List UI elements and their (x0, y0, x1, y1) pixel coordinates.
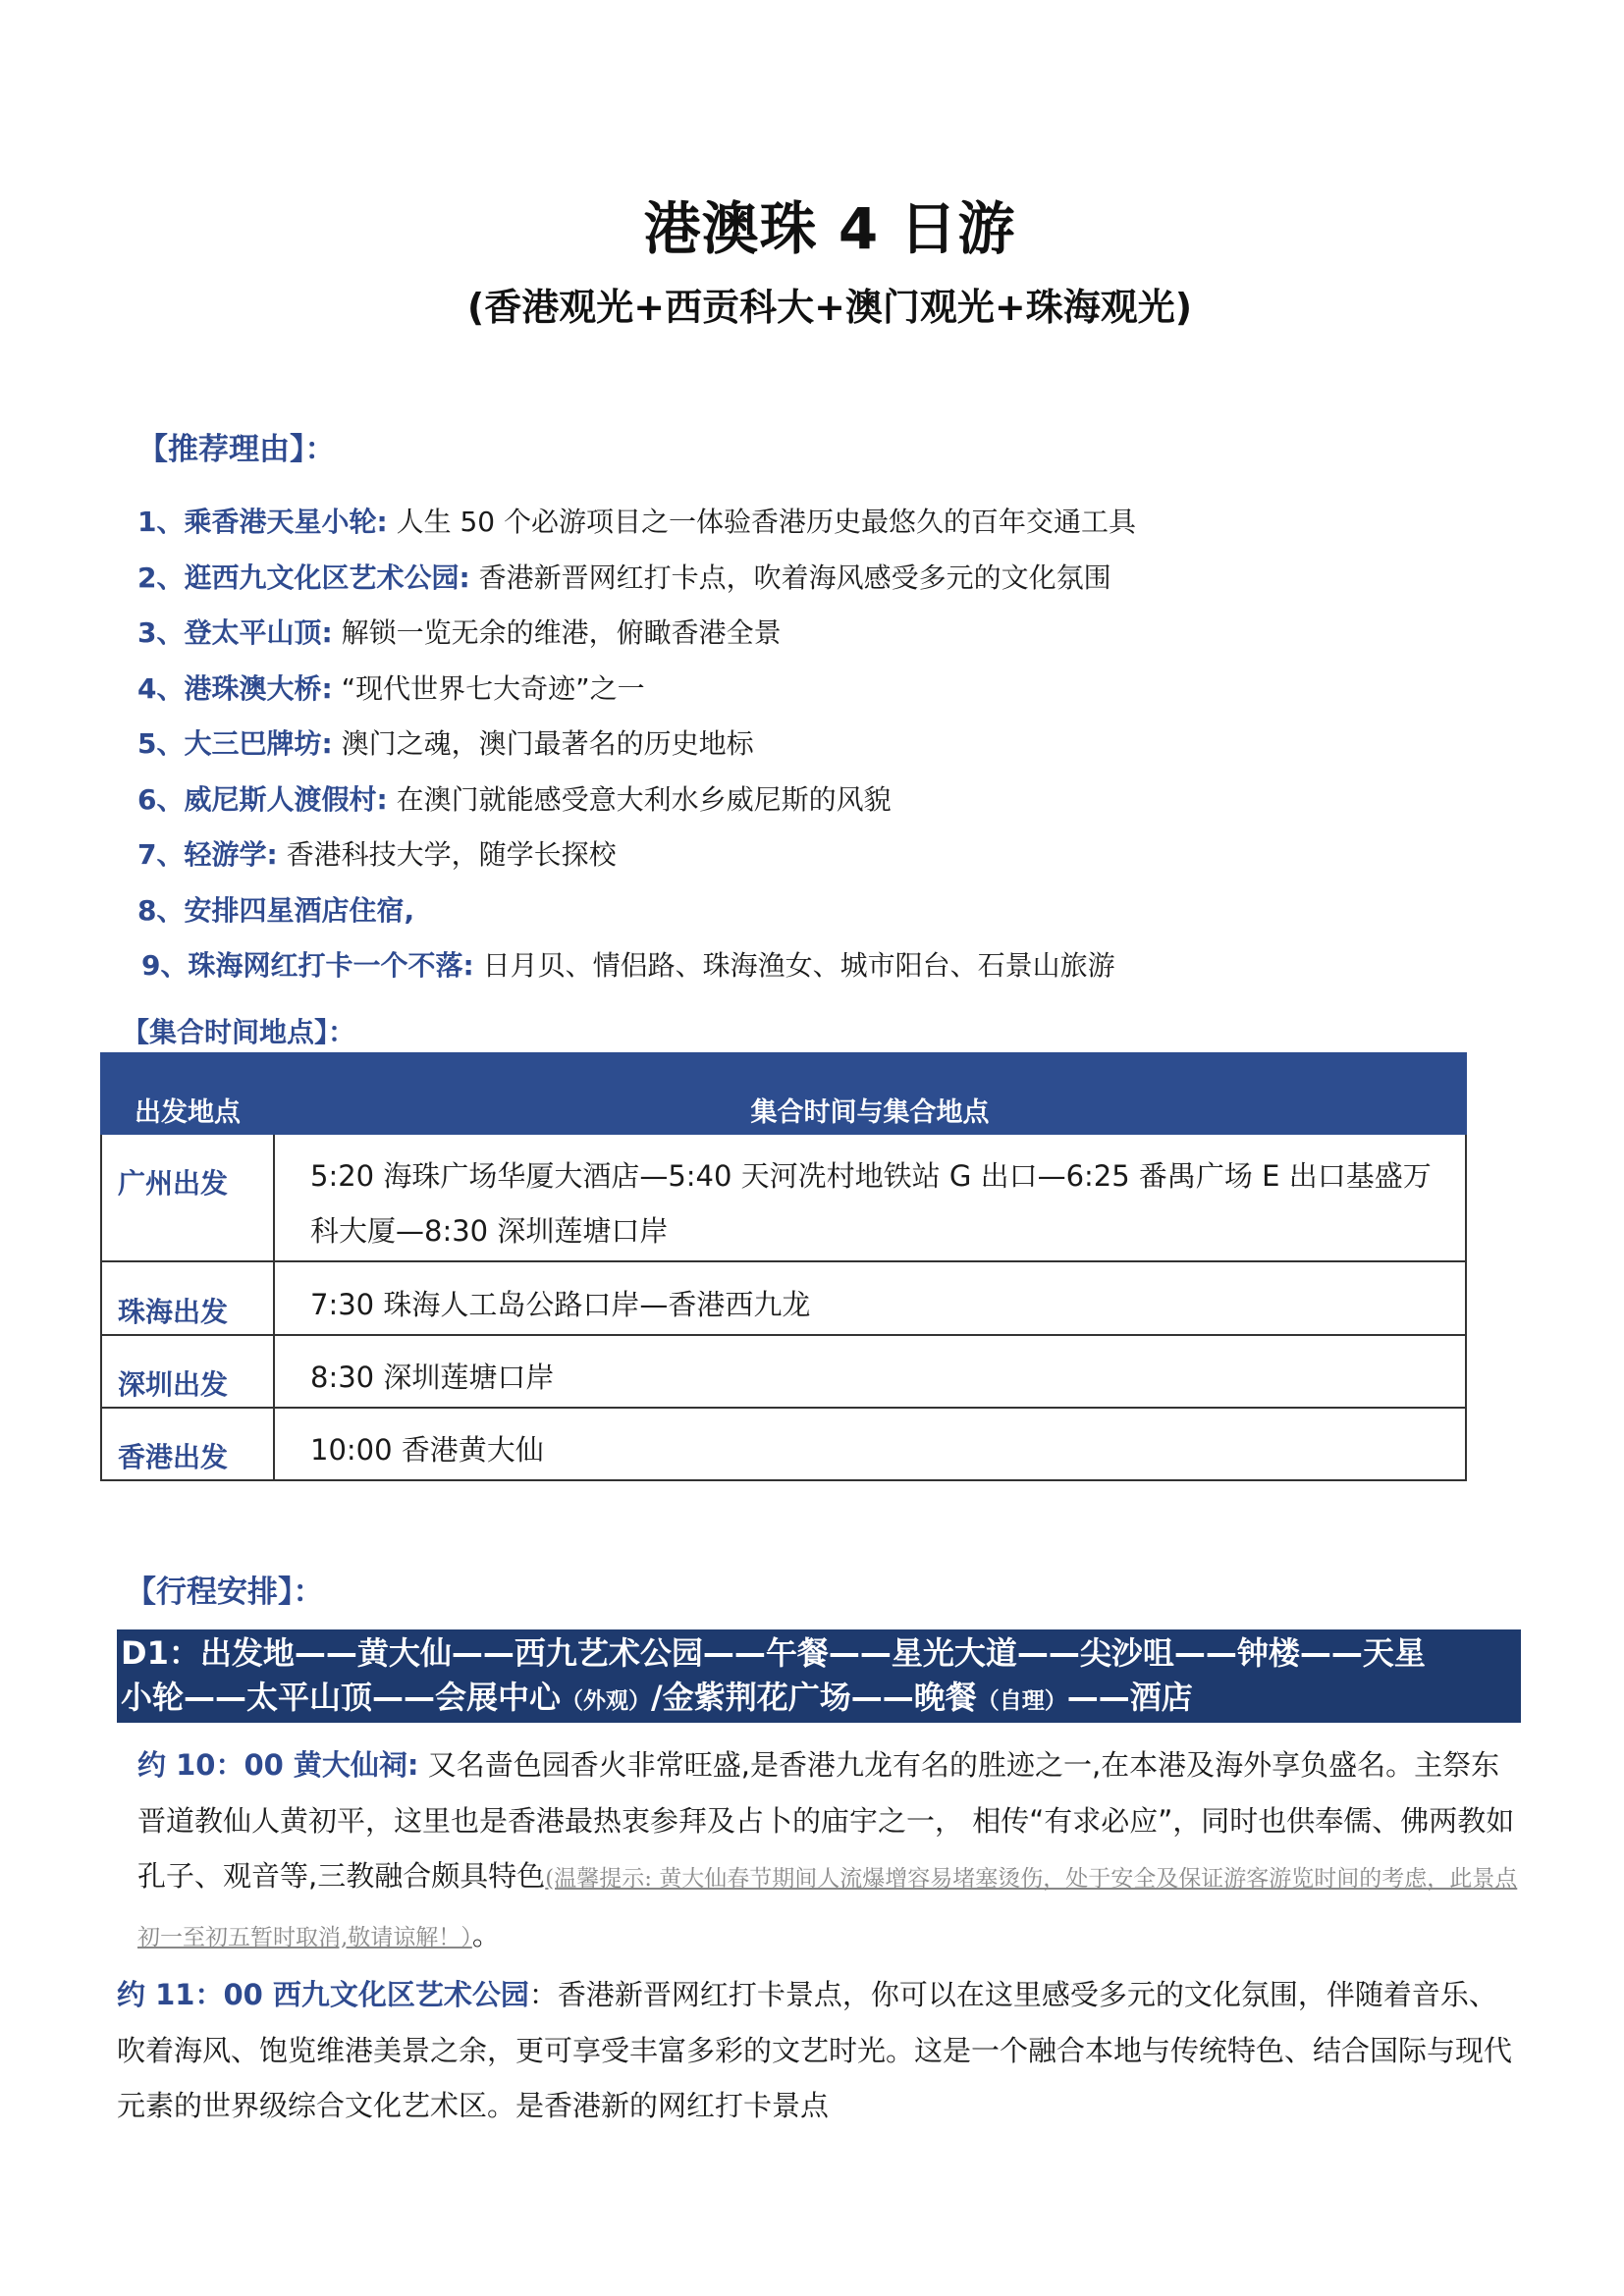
reason-key: 登太平山顶: (184, 616, 333, 649)
reason-text: 澳门之魂，澳门最著名的历史地标 (332, 727, 754, 760)
day1-route-line1: D1：出发地——黄大仙——西九艺术公园——午餐——星光大道——尖沙咀——钟楼——天星 (121, 1634, 1426, 1672)
reason-key: 大三巴牌坊: (184, 727, 333, 760)
reason-text: 在澳门就能感受意大利水乡威尼斯的风貌 (387, 782, 892, 816)
reason-number: 1、 (137, 506, 185, 538)
reason-text: 日月贝、情侣路、珠海渔女、城市阳台、石景山旅游 (473, 949, 1115, 982)
departure-location: 珠海出发 (101, 1261, 274, 1335)
stop-wong-tai-sin (137, 1737, 1524, 1965)
stop-time-title: 约 10：00 黄大仙祠: (137, 1748, 419, 1782)
stop-description: 又名啬色园香火非常旺盛,是香港九龙有名的胜迹之一,在本港及海外享负盛名。主祭东晋道教仙人黄初平，这里也是香港最热衷参拜及占卜的庙宇之一， 相传“有求必应”，同时也供奉儒、佛两教如孔子、观音等,三教融合颇具特色 (137, 1748, 1515, 1893)
departure-location: 深圳出发 (101, 1335, 274, 1408)
reason-item (137, 828, 1512, 883)
page-title: 港澳珠 4 日游 (643, 195, 1016, 262)
reason-item (137, 717, 1512, 773)
reason-text: 香港科技大学，随学长探校 (277, 838, 617, 871)
reasons-heading: 【推荐理由】： (137, 432, 336, 467)
table-row (101, 1335, 1466, 1408)
day1-header (117, 1629, 1521, 1723)
reason-number: 7、 (137, 838, 185, 871)
stop-time-title: 约 11：00 西九文化区艺术公园 (117, 1978, 529, 2011)
reason-key: 港珠澳大桥: (184, 671, 333, 705)
stop-west-kowloon-art-park (117, 1967, 1521, 2134)
column-header-time: 集合时间与集合地点 (274, 1053, 1466, 1134)
stop-end: 。 (471, 1917, 501, 1951)
meeting-time-place: 10:00 香港黄大仙 (274, 1408, 1466, 1480)
reason-number: 2、 (137, 561, 185, 594)
reason-key: 轻游学: (184, 838, 278, 871)
reason-key: 逛西九文化区艺术公园: (184, 561, 470, 594)
reason-text: 人生 50 个必游项目之一体验香港历史最悠久的百年交通工具 (387, 506, 1137, 538)
reason-key: 珠海网红打卡一个不落: (188, 949, 474, 982)
meet-heading: 【集合时间地点】： (122, 1016, 356, 1048)
reason-item (137, 606, 1512, 662)
stop-description: ：香港新晋网红打卡景点，你可以在这里感受多元的文化氛围，伴随着音乐、吹着海风、饱览维港美景之余，更可享受丰富多彩的文艺时光。这是一个融合本地与传统特色、结合国际与现代元素的世界级综合文化艺术区。是香港新的网红打卡景点 (117, 1978, 1513, 2122)
table-row (101, 1134, 1466, 1261)
reason-item (137, 773, 1512, 828)
reason-key: 安排四星酒店住宿, (184, 893, 415, 927)
reason-number: 8、 (137, 893, 185, 927)
table-row (101, 1261, 1466, 1335)
reason-item (137, 495, 1512, 551)
reason-item (137, 883, 1512, 939)
meeting-time-place: 7:30 珠海人工岛公路口岸—香港西九龙 (274, 1261, 1466, 1335)
meeting-time-place: 8:30 深圳莲塘口岸 (274, 1335, 1466, 1408)
warm-tip: (温馨提示: 黄大仙春节期间人流爆增容易堵塞烫伤，处于安全及保证游客游览时间的考虑，此景点初一至初五暂时取消,敬请谅解！） (137, 1866, 1518, 1950)
reason-number: 5、 (137, 727, 185, 760)
reason-item (137, 938, 1512, 994)
reason-number: 3、 (137, 616, 185, 649)
table-row (101, 1408, 1466, 1480)
reason-key: 乘香港天星小轮: (184, 506, 388, 538)
reason-item (137, 551, 1512, 607)
reason-text: “现代世界七大奇迹”之一 (332, 671, 645, 705)
column-header-location: 出发地点 (101, 1053, 274, 1134)
meeting-table (100, 1052, 1467, 1481)
departure-location: 香港出发 (101, 1408, 274, 1480)
page-subtitle: (香港观光+西贡科大+澳门观光+珠海观光) (466, 286, 1193, 329)
reason-key: 威尼斯人渡假村: (184, 782, 388, 816)
reasons-list (137, 495, 1512, 994)
reason-number: 6、 (137, 782, 185, 816)
reason-text: 解锁一览无余的维港，俯瞰香港全景 (332, 616, 782, 649)
meeting-time-place: 5:20 海珠广场华厦大酒店—5:40 天河冼村地铁站 G 出口—6:25 番禺广场 E 出口基盛万科大厦—8:30 深圳莲塘口岸 (274, 1134, 1466, 1261)
reason-number: 9、 (141, 949, 189, 982)
departure-location: 广州出发 (101, 1134, 274, 1261)
table-header-row (101, 1053, 1466, 1134)
itinerary-heading: 【行程安排】： (126, 1575, 324, 1610)
reason-text: 香港新晋网红打卡点，吹着海风感受多元的文化氛围 (469, 561, 1111, 594)
reason-item (137, 662, 1512, 718)
reason-number: 4、 (137, 671, 185, 705)
day1-route-line2: 小轮——太平山顶——会展中心（外观）/金紫荆花广场——晚餐（自理）——酒店 (121, 1679, 1193, 1716)
